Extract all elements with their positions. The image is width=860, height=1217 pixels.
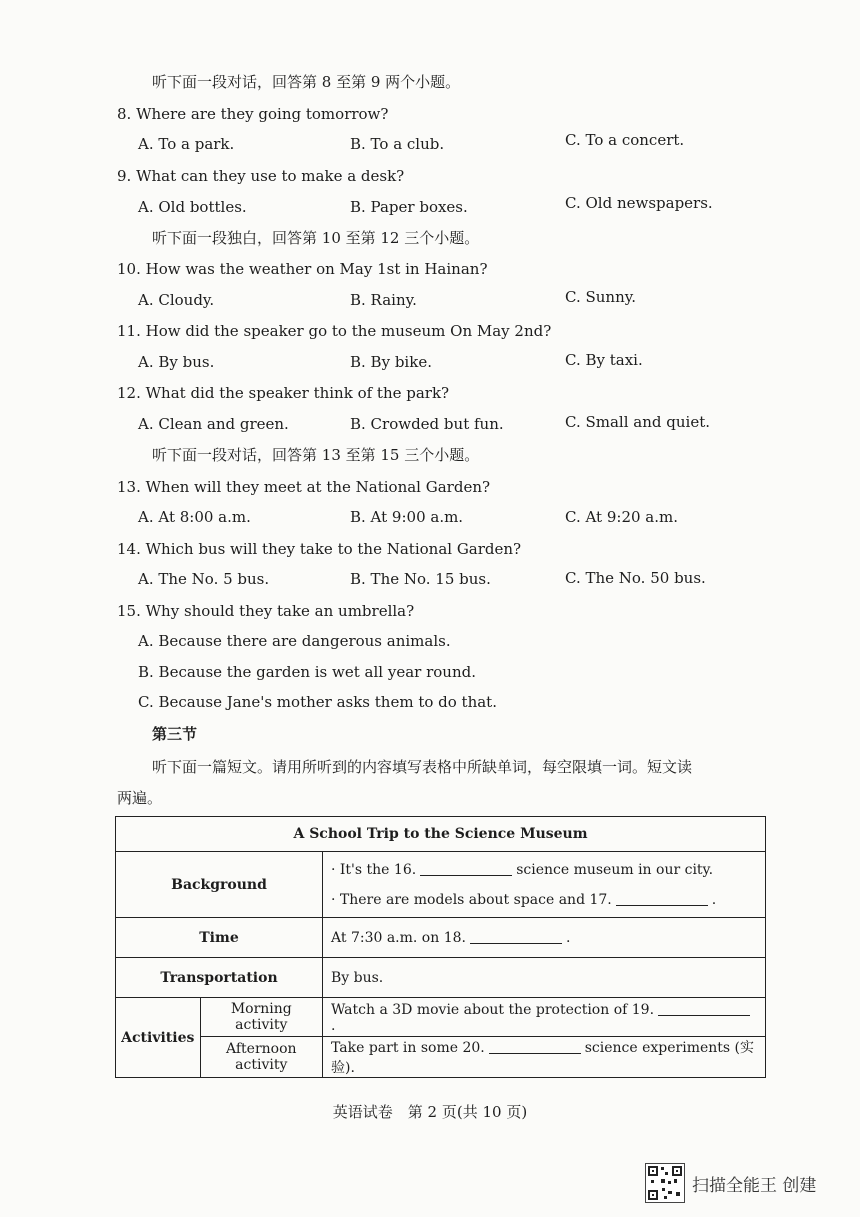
question-13-option-a: A. At 8:00 a.m.	[138, 508, 251, 526]
background-label: Background	[116, 852, 323, 918]
question-15-option-b: B. Because the garden is wet all year round.	[138, 663, 476, 681]
bg-line2-pre: · There are models about space and 17.	[331, 891, 612, 908]
question-15-option-c: C. Because Jane's mother asks them to do that.	[138, 693, 497, 711]
question-13-option-c: C. At 9:20 a.m.	[565, 508, 678, 526]
question-11-stem: 11. How did the speaker go to the museum On May 2nd?	[117, 322, 552, 340]
question-8-option-a: A. To a park.	[138, 135, 235, 153]
question-9-stem: 9. What can they use to make a desk?	[117, 167, 405, 185]
question-12-option-b: B. Crowded but fun.	[350, 415, 504, 433]
morning-pre: Watch a 3D movie about the protection of 19.	[331, 1001, 655, 1018]
question-9-option-c: C. Old newspapers.	[565, 194, 713, 212]
instruction-10-12: 听下面一段独白，回答第 10 至第 12 三个小题。	[152, 229, 480, 247]
question-15-option-a: A. Because there are dangerous animals.	[138, 632, 451, 650]
question-10-option-a: A. Cloudy.	[138, 291, 215, 309]
blank-17[interactable]	[616, 891, 708, 906]
question-8-stem: 8. Where are they going tomorrow?	[117, 105, 389, 123]
question-11-option-c: C. By taxi.	[565, 351, 643, 369]
section-3-instruction-cont: 两遍。	[117, 789, 163, 807]
question-12-option-a: A. Clean and green.	[138, 415, 289, 433]
instruction-8-9: 听下面一段对话，回答第 8 至第 9 两个小题。	[152, 73, 461, 91]
question-11-option-b: B. By bike.	[350, 353, 432, 371]
scanner-watermark: 扫描全能王 创建	[692, 1176, 817, 1196]
bg-line1-pre: · It's the 16.	[331, 861, 417, 878]
question-12-option-c: C. Small and quiet.	[565, 413, 710, 431]
bg-line2-post: .	[711, 891, 717, 908]
question-15-stem: 15. Why should they take an umbrella?	[117, 602, 415, 620]
section-3-title: 第三节	[152, 725, 198, 743]
blank-20[interactable]	[489, 1039, 581, 1054]
blank-19[interactable]	[658, 1001, 750, 1016]
trip-table	[115, 816, 766, 1078]
question-13-option-b: B. At 9:00 a.m.	[350, 508, 464, 526]
afternoon-activity-label: Afternoon activity	[200, 1037, 322, 1078]
question-10-option-b: B. Rainy.	[350, 291, 417, 309]
time-label: Time	[116, 918, 323, 958]
instruction-13-15: 听下面一段对话，回答第 13 至第 15 三个小题。	[152, 446, 480, 464]
question-8-option-c: C. To a concert.	[565, 131, 685, 149]
question-14-option-b: B. The No. 15 bus.	[350, 570, 491, 588]
morning-activity-label: Morning activity	[200, 998, 322, 1037]
question-9-option-b: B. Paper boxes.	[350, 198, 468, 216]
blank-18[interactable]	[470, 929, 562, 944]
question-10-option-c: C. Sunny.	[565, 288, 636, 306]
morning-post: .	[331, 1017, 336, 1034]
time-post: .	[565, 930, 571, 946]
morning-activity-content	[323, 998, 766, 1037]
blank-16[interactable]	[420, 861, 512, 876]
question-13-stem: 13. When will they meet at the National Garden?	[117, 478, 491, 496]
time-pre: At 7:30 a.m. on 18.	[331, 930, 466, 946]
question-12-stem: 12. What did the speaker think of the park?	[117, 384, 450, 402]
activities-label: Activities	[116, 998, 201, 1078]
transportation-value: By bus.	[323, 958, 766, 998]
time-content	[323, 918, 766, 958]
afternoon-post: science experiments (实验).	[331, 1040, 755, 1076]
background-content	[323, 852, 766, 918]
question-10-stem: 10. How was the weather on May 1st in Hainan?	[117, 260, 488, 278]
table-title: A School Trip to the Science Museum	[116, 817, 766, 852]
question-9-option-a: A. Old bottles.	[138, 198, 247, 216]
section-3-instruction: 听下面一篇短文。请用所听到的内容填写表格中所缺单词，每空限填一词。短文读	[152, 758, 693, 776]
question-14-option-c: C. The No. 50 bus.	[565, 569, 706, 587]
question-14-stem: 14. Which bus will they take to the National Garden?	[117, 540, 522, 558]
afternoon-pre: Take part in some 20.	[331, 1040, 485, 1056]
page-footer: 英语试卷 第 2 页(共 10 页)	[332, 1103, 528, 1121]
question-8-option-b: B. To a club.	[350, 135, 445, 153]
qr-code-icon	[645, 1163, 685, 1203]
question-11-option-a: A. By bus.	[138, 353, 215, 371]
transportation-label: Transportation	[116, 958, 323, 998]
question-14-option-a: A. The No. 5 bus.	[138, 570, 270, 588]
afternoon-activity-content	[323, 1037, 766, 1078]
bg-line1-post: science museum in our city.	[516, 861, 714, 878]
